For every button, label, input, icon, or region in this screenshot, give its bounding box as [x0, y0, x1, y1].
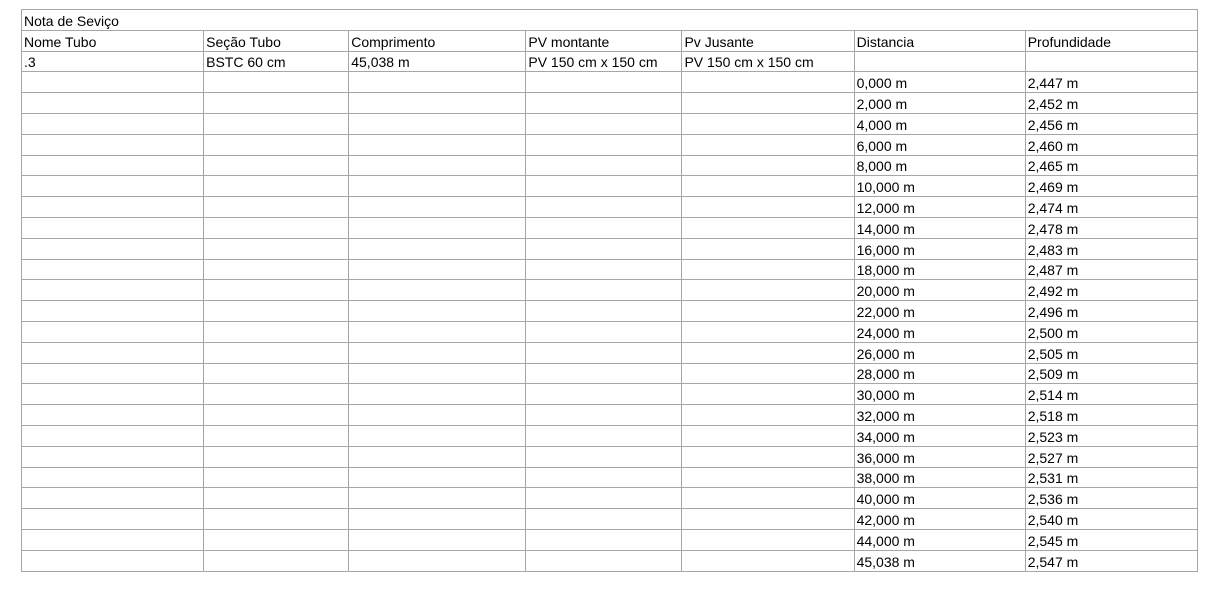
empty-cell[interactable]	[682, 301, 854, 322]
empty-cell[interactable]	[204, 405, 349, 426]
empty-cell[interactable]	[526, 509, 682, 530]
sheet-title[interactable]: Nota de Seviço	[22, 10, 1198, 31]
empty-cell[interactable]	[526, 529, 682, 550]
table-body	[22, 10, 1198, 572]
table-row	[22, 197, 1198, 218]
empty-cell[interactable]	[22, 301, 204, 322]
distance-cell[interactable]: 26,000 m	[854, 342, 1025, 363]
title-row	[22, 10, 1198, 31]
empty-cell[interactable]	[682, 155, 854, 176]
empty-cell[interactable]	[204, 197, 349, 218]
distance-cell[interactable]: 28,000 m	[854, 363, 1025, 384]
empty-cell[interactable]	[682, 550, 854, 571]
empty-cell[interactable]	[22, 238, 204, 259]
distance-cell[interactable]: 20,000 m	[854, 280, 1025, 301]
distance-cell[interactable]: 42,000 m	[854, 509, 1025, 530]
depth-cell[interactable]: 2,509 m	[1025, 363, 1197, 384]
empty-cell[interactable]	[526, 176, 682, 197]
empty-cell[interactable]	[22, 72, 204, 93]
header-secao-tubo[interactable]: Seção Tubo	[204, 30, 349, 51]
empty-cell[interactable]	[682, 72, 854, 93]
header-nome-tubo[interactable]: Nome Tubo	[22, 30, 204, 51]
depth-cell[interactable]: 2,518 m	[1025, 405, 1197, 426]
table-row	[22, 446, 1198, 467]
empty-cell[interactable]	[349, 529, 526, 550]
distance-cell[interactable]: 24,000 m	[854, 321, 1025, 342]
empty-cell[interactable]	[204, 342, 349, 363]
empty-cell[interactable]	[526, 405, 682, 426]
table-row	[22, 467, 1198, 488]
table-row	[22, 238, 1198, 259]
empty-cell[interactable]	[349, 280, 526, 301]
empty-cell[interactable]	[682, 259, 854, 280]
empty-cell[interactable]	[22, 425, 204, 446]
empty-cell[interactable]	[682, 509, 854, 530]
empty-cell[interactable]	[349, 113, 526, 134]
empty-cell[interactable]	[682, 197, 854, 218]
empty-cell[interactable]	[349, 301, 526, 322]
empty-cell[interactable]	[526, 217, 682, 238]
depth-cell[interactable]: 2,456 m	[1025, 113, 1197, 134]
empty-cell[interactable]	[22, 321, 204, 342]
empty-cell[interactable]	[22, 93, 204, 114]
empty-cell[interactable]	[526, 113, 682, 134]
empty-cell[interactable]	[204, 155, 349, 176]
depth-cell[interactable]: 2,547 m	[1025, 550, 1197, 571]
empty-cell[interactable]	[22, 467, 204, 488]
distance-cell[interactable]: 30,000 m	[854, 384, 1025, 405]
empty-cell[interactable]	[204, 550, 349, 571]
distance-cell[interactable]: 36,000 m	[854, 446, 1025, 467]
empty-cell[interactable]	[204, 93, 349, 114]
service-note-table	[21, 9, 1198, 572]
empty-cell[interactable]	[204, 321, 349, 342]
header-row	[22, 30, 1198, 51]
distance-cell[interactable]: 32,000 m	[854, 405, 1025, 426]
empty-cell[interactable]	[682, 280, 854, 301]
empty-cell[interactable]	[349, 446, 526, 467]
table-row	[22, 425, 1198, 446]
table-row	[22, 363, 1198, 384]
empty-cell[interactable]	[204, 425, 349, 446]
distance-cell[interactable]: 44,000 m	[854, 529, 1025, 550]
empty-cell[interactable]	[526, 342, 682, 363]
empty-cell[interactable]	[22, 217, 204, 238]
distance-cell[interactable]: 10,000 m	[854, 176, 1025, 197]
empty-cell[interactable]	[682, 342, 854, 363]
empty-cell[interactable]	[682, 529, 854, 550]
table-row	[22, 342, 1198, 363]
depth-cell[interactable]: 2,514 m	[1025, 384, 1197, 405]
distance-cell[interactable]: 22,000 m	[854, 301, 1025, 322]
depth-cell[interactable]: 2,483 m	[1025, 238, 1197, 259]
table-row	[22, 155, 1198, 176]
distance-cell[interactable]: 4,000 m	[854, 113, 1025, 134]
empty-cell[interactable]	[22, 384, 204, 405]
table-row	[22, 301, 1198, 322]
empty-cell[interactable]	[204, 529, 349, 550]
depth-cell[interactable]: 2,474 m	[1025, 197, 1197, 218]
depth-cell[interactable]: 2,492 m	[1025, 280, 1197, 301]
distance-cell[interactable]: 8,000 m	[854, 155, 1025, 176]
depth-cell[interactable]: 2,523 m	[1025, 425, 1197, 446]
table-row	[22, 72, 1198, 93]
empty-cell[interactable]	[349, 155, 526, 176]
depth-cell[interactable]: 2,460 m	[1025, 134, 1197, 155]
empty-cell[interactable]	[204, 217, 349, 238]
depth-cell[interactable]: 2,500 m	[1025, 321, 1197, 342]
depth-cell[interactable]: 2,469 m	[1025, 176, 1197, 197]
depth-cell[interactable]: 2,540 m	[1025, 509, 1197, 530]
empty-cell[interactable]	[22, 446, 204, 467]
table-row	[22, 217, 1198, 238]
empty-cell[interactable]	[204, 301, 349, 322]
table-row	[22, 134, 1198, 155]
empty-cell[interactable]	[682, 217, 854, 238]
empty-cell[interactable]	[349, 467, 526, 488]
empty-cell[interactable]	[526, 238, 682, 259]
table-row	[22, 93, 1198, 114]
table-row	[22, 280, 1198, 301]
empty-cell[interactable]	[204, 488, 349, 509]
empty-cell[interactable]	[22, 405, 204, 426]
empty-cell[interactable]	[526, 321, 682, 342]
empty-cell[interactable]	[204, 280, 349, 301]
empty-cell[interactable]	[349, 321, 526, 342]
empty-cell[interactable]	[349, 488, 526, 509]
empty-cell[interactable]	[526, 384, 682, 405]
depth-cell[interactable]: 2,536 m	[1025, 488, 1197, 509]
empty-cell[interactable]	[682, 363, 854, 384]
empty-cell[interactable]	[526, 155, 682, 176]
empty-cell[interactable]	[204, 509, 349, 530]
empty-cell[interactable]	[682, 425, 854, 446]
empty-cell[interactable]	[22, 550, 204, 571]
distance-cell[interactable]: 12,000 m	[854, 197, 1025, 218]
pipe-row	[22, 51, 1198, 72]
header-pv-jusante[interactable]: Pv Jusante	[682, 30, 854, 51]
empty-cell[interactable]	[204, 134, 349, 155]
empty-cell[interactable]	[526, 363, 682, 384]
distance-cell[interactable]: 2,000 m	[854, 93, 1025, 114]
empty-cell[interactable]	[22, 280, 204, 301]
empty-cell[interactable]	[22, 488, 204, 509]
distance-cell[interactable]: 34,000 m	[854, 425, 1025, 446]
table-row	[22, 405, 1198, 426]
empty-cell[interactable]	[349, 509, 526, 530]
depth-cell[interactable]: 2,447 m	[1025, 72, 1197, 93]
empty-cell[interactable]	[526, 93, 682, 114]
empty-cell[interactable]	[349, 93, 526, 114]
empty-cell[interactable]	[349, 134, 526, 155]
empty-cell[interactable]	[682, 488, 854, 509]
empty-cell[interactable]	[682, 113, 854, 134]
empty-cell[interactable]	[349, 425, 526, 446]
pipe-name-cell[interactable]: .3	[22, 51, 204, 72]
depth-cell[interactable]: 2,545 m	[1025, 529, 1197, 550]
empty-cell[interactable]	[526, 488, 682, 509]
empty-cell[interactable]	[349, 197, 526, 218]
empty-cell[interactable]	[204, 384, 349, 405]
table-row	[22, 550, 1198, 571]
empty-cell[interactable]	[204, 238, 349, 259]
table-row	[22, 529, 1198, 550]
empty-cell[interactable]	[526, 425, 682, 446]
pv-upstream-cell[interactable]: PV 150 cm x 150 cm	[526, 51, 682, 72]
empty-cell[interactable]	[204, 113, 349, 134]
depth-cell[interactable]: 2,487 m	[1025, 259, 1197, 280]
empty-cell[interactable]	[22, 259, 204, 280]
empty-cell[interactable]	[349, 363, 526, 384]
empty-cell[interactable]	[22, 176, 204, 197]
table-row	[22, 113, 1198, 134]
distance-cell[interactable]: 16,000 m	[854, 238, 1025, 259]
empty-cell[interactable]	[682, 321, 854, 342]
distance-cell[interactable]: 0,000 m	[854, 72, 1025, 93]
empty-cell[interactable]	[22, 155, 204, 176]
empty-cell[interactable]	[22, 529, 204, 550]
empty-cell[interactable]	[682, 384, 854, 405]
empty-cell[interactable]	[526, 259, 682, 280]
empty-cell[interactable]	[22, 509, 204, 530]
empty-cell[interactable]	[682, 93, 854, 114]
distance-cell[interactable]: 6,000 m	[854, 134, 1025, 155]
empty-cell[interactable]	[204, 467, 349, 488]
empty-cell[interactable]	[682, 446, 854, 467]
pipe-length-cell[interactable]: 45,038 m	[349, 51, 526, 72]
empty-cell[interactable]	[526, 280, 682, 301]
distance-cell[interactable]: 38,000 m	[854, 467, 1025, 488]
empty-cell[interactable]	[526, 197, 682, 218]
empty-cell[interactable]	[349, 405, 526, 426]
distance-cell[interactable]: 45,038 m	[854, 550, 1025, 571]
table-row	[22, 321, 1198, 342]
depth-cell[interactable]: 2,531 m	[1025, 467, 1197, 488]
header-distancia[interactable]: Distancia	[854, 30, 1025, 51]
empty-cell[interactable]	[682, 134, 854, 155]
empty-cell[interactable]	[22, 197, 204, 218]
empty-cell[interactable]	[349, 238, 526, 259]
header-profundidade[interactable]: Profundidade	[1025, 30, 1197, 51]
distance-cell[interactable]: 40,000 m	[854, 488, 1025, 509]
depth-cell[interactable]: 2,496 m	[1025, 301, 1197, 322]
empty-cell[interactable]	[349, 384, 526, 405]
empty-cell[interactable]	[204, 446, 349, 467]
depth-cell[interactable]: 2,505 m	[1025, 342, 1197, 363]
empty-cell[interactable]	[22, 113, 204, 134]
empty-cell[interactable]	[204, 176, 349, 197]
pipe-section-cell[interactable]: BSTC 60 cm	[204, 51, 349, 72]
header-pv-montante[interactable]: PV montante	[526, 30, 682, 51]
empty-cell[interactable]	[349, 217, 526, 238]
empty-cell[interactable]	[349, 342, 526, 363]
empty-cell[interactable]	[22, 134, 204, 155]
empty-cell[interactable]	[682, 467, 854, 488]
empty-cell[interactable]	[349, 550, 526, 571]
distance-cell[interactable]: 14,000 m	[854, 217, 1025, 238]
table-row	[22, 259, 1198, 280]
depth-cell[interactable]: 2,452 m	[1025, 93, 1197, 114]
empty-cell[interactable]	[22, 363, 204, 384]
empty-cell[interactable]	[22, 342, 204, 363]
empty-cell[interactable]	[204, 259, 349, 280]
empty-cell[interactable]	[204, 72, 349, 93]
table-row	[22, 384, 1198, 405]
empty-cell[interactable]	[349, 72, 526, 93]
empty-cell[interactable]	[1025, 51, 1197, 72]
empty-cell[interactable]	[682, 238, 854, 259]
empty-cell[interactable]	[526, 446, 682, 467]
empty-cell[interactable]	[204, 363, 349, 384]
empty-cell[interactable]	[349, 176, 526, 197]
table-row	[22, 488, 1198, 509]
empty-cell[interactable]	[526, 301, 682, 322]
empty-cell[interactable]	[682, 176, 854, 197]
depth-cell[interactable]: 2,478 m	[1025, 217, 1197, 238]
table-row	[22, 509, 1198, 530]
empty-cell[interactable]	[349, 259, 526, 280]
empty-cell[interactable]	[526, 467, 682, 488]
empty-cell[interactable]	[526, 72, 682, 93]
empty-cell[interactable]	[526, 134, 682, 155]
empty-cell[interactable]	[526, 550, 682, 571]
empty-cell[interactable]	[682, 405, 854, 426]
header-comprimento[interactable]: Comprimento	[349, 30, 526, 51]
pv-downstream-cell[interactable]: PV 150 cm x 150 cm	[682, 51, 854, 72]
depth-cell[interactable]: 2,527 m	[1025, 446, 1197, 467]
empty-cell[interactable]	[854, 51, 1025, 72]
table-row	[22, 176, 1198, 197]
depth-cell[interactable]: 2,465 m	[1025, 155, 1197, 176]
distance-cell[interactable]: 18,000 m	[854, 259, 1025, 280]
